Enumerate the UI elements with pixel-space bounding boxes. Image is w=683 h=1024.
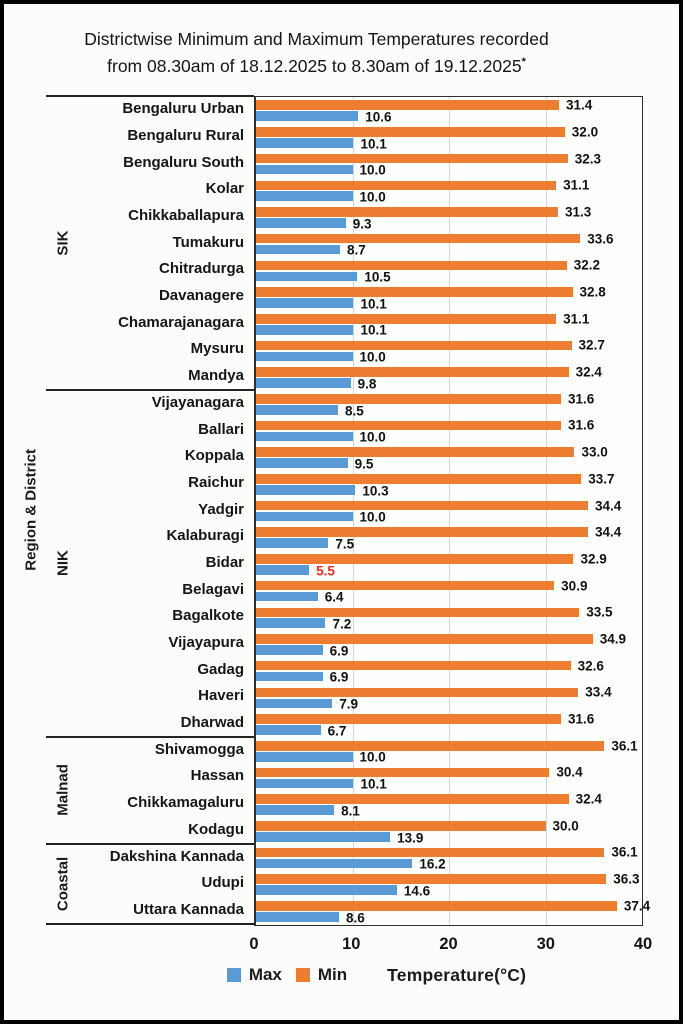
min-value-label: 9.3 <box>352 216 372 232</box>
max-value-label: 31.4 <box>566 97 593 113</box>
district-bar-row <box>256 204 642 231</box>
max-temperature-bar <box>256 364 602 380</box>
district-column <box>80 96 254 390</box>
district-bar-row <box>256 498 642 525</box>
min-temperature-bar <box>256 830 424 846</box>
max-value-label: 31.1 <box>563 177 590 193</box>
min-temperature-bar <box>256 616 352 632</box>
max-value-label: 32.8 <box>579 284 606 300</box>
district-column <box>80 390 254 737</box>
district-label: Chamarajanagara <box>118 313 244 331</box>
max-value-label: 33.0 <box>581 444 608 460</box>
min-value-label: 13.9 <box>397 830 424 846</box>
min-temperature-bar <box>256 749 386 765</box>
x-axis-ticks <box>249 926 653 960</box>
max-value-label: 33.5 <box>586 604 613 620</box>
min-temperature-bar <box>256 162 386 178</box>
min-value-label: 8.1 <box>341 803 360 819</box>
district-label: Kolar <box>205 180 244 198</box>
min-temperature-bar <box>256 269 391 285</box>
district-bar-row <box>256 471 642 498</box>
district-label: Vijayapura <box>168 634 244 651</box>
max-temperature-bar <box>256 658 604 674</box>
max-temperature-bar <box>256 791 602 807</box>
max-value-label: 32.6 <box>577 658 604 674</box>
max-temperature-bar <box>256 684 612 700</box>
min-value-label: 10.1 <box>360 296 387 312</box>
district-bar-row <box>256 391 642 418</box>
min-value-label: 16.2 <box>419 856 446 872</box>
min-temperature-bar <box>256 296 387 312</box>
max-temperature-bar <box>256 498 622 514</box>
region-group <box>46 390 254 737</box>
min-value-label: 10.0 <box>359 429 386 445</box>
min-value-label: 6.7 <box>327 723 347 739</box>
district-bar-row <box>256 658 642 685</box>
district-label: Shivamogga <box>154 740 244 758</box>
district-label: Mysuru <box>190 340 244 358</box>
max-value-label: 31.3 <box>565 204 592 220</box>
district-label: Bidar <box>205 553 244 571</box>
max-temperature-bar <box>256 871 640 887</box>
max-value-label: 36.3 <box>613 871 640 887</box>
max-value-label: 32.3 <box>574 151 601 167</box>
max-temperature-bar <box>256 284 606 300</box>
district-label: Chikkaballapura <box>128 207 244 224</box>
district-bar-row <box>256 257 642 284</box>
plot-wrap <box>249 96 653 959</box>
district-label: Hassan <box>190 767 244 785</box>
min-value-label: 7.2 <box>332 616 352 632</box>
district-bar-row <box>256 97 642 124</box>
min-temperature-bar <box>256 216 372 232</box>
district-label: Mandya <box>188 367 244 385</box>
district-label: Koppala <box>184 447 244 465</box>
district-bar-row <box>256 604 642 631</box>
district-bar-row <box>256 578 642 605</box>
district-bar-row <box>256 551 642 578</box>
min-temperature-bar <box>256 109 392 125</box>
min-temperature-bar <box>256 696 359 712</box>
district-bar-row <box>256 738 642 765</box>
district-bar-row <box>256 151 642 178</box>
district-label: Kalaburagi <box>166 527 244 545</box>
max-value-label: 30.4 <box>556 764 583 780</box>
chart-title <box>4 26 679 80</box>
min-value-label: 10.0 <box>359 189 386 205</box>
max-temperature-bar <box>256 631 627 647</box>
max-value-label: 32.2 <box>573 257 600 273</box>
max-temperature-bar <box>256 551 607 567</box>
max-value-label: 33.6 <box>587 231 614 247</box>
chart-title-line2: from 08.30am of 18.12.2025 to 8.30am of 19.12.2025* <box>107 56 526 77</box>
min-value-label: 10.1 <box>360 136 387 152</box>
max-temperature-bar <box>256 764 583 780</box>
max-value-label: 31.6 <box>567 391 595 407</box>
max-temperature-bar <box>256 417 595 433</box>
min-temperature-bar <box>256 910 365 926</box>
legend-item-min <box>296 965 347 985</box>
x-tick-label: 40 <box>633 934 653 953</box>
district-bar-row <box>256 284 642 311</box>
x-tick-label: 10 <box>342 934 361 953</box>
min-value-label: 5.5 <box>316 563 335 579</box>
region-group <box>46 737 254 844</box>
min-temperature-bar <box>256 856 446 872</box>
min-value-label: 10.0 <box>359 509 386 525</box>
min-value-label: 6.9 <box>329 669 349 685</box>
min-value-label: 7.9 <box>339 696 359 712</box>
max-temperature-bar <box>256 151 601 167</box>
legend-label-min: Min <box>317 965 348 985</box>
district-label: Raichur <box>188 473 244 491</box>
min-value-label: 10.1 <box>360 322 387 338</box>
max-value-label: 34.4 <box>594 524 622 540</box>
max-value-label: 31.1 <box>563 311 590 327</box>
district-bar-row <box>256 898 651 926</box>
max-value-label: 33.7 <box>588 471 615 487</box>
min-value-label: 8.7 <box>346 242 366 258</box>
district-bar-row <box>256 364 642 391</box>
max-temperature-bar <box>256 444 608 460</box>
district-bar-row <box>256 818 642 845</box>
min-temperature-bar <box>256 483 389 499</box>
min-temperature-bar <box>256 589 344 605</box>
max-value-label: 34.4 <box>594 498 622 514</box>
district-bar-row <box>256 177 642 204</box>
max-value-label: 30.9 <box>561 578 588 594</box>
max-temperature-bar <box>256 711 595 727</box>
category-groups <box>46 96 254 923</box>
max-value-label: 37.4 <box>623 898 651 914</box>
district-bar-row <box>256 845 642 872</box>
min-temperature-bar <box>256 429 386 445</box>
min-temperature-bar <box>256 563 335 579</box>
min-value-label: 10.6 <box>365 109 392 125</box>
min-value-label: 10.1 <box>360 776 387 792</box>
district-label: Ballari <box>198 420 244 438</box>
min-value-label: 14.6 <box>403 883 431 899</box>
max-temperature-bar <box>256 204 592 220</box>
district-label: Dharwad <box>180 714 244 732</box>
region-group <box>46 96 254 390</box>
max-temperature-bar <box>256 471 615 487</box>
min-temperature-bar <box>256 189 386 205</box>
min-temperature-bar <box>256 723 347 739</box>
region-label: NIK <box>54 550 72 577</box>
min-temperature-bar <box>256 403 364 419</box>
max-temperature-bar <box>256 97 593 113</box>
max-value-label: 30.0 <box>552 818 579 834</box>
district-bar-row <box>256 791 642 818</box>
max-value-label: 31.6 <box>567 417 595 433</box>
max-temperature-bar <box>256 231 614 247</box>
legend-swatch-min-icon <box>296 968 310 982</box>
min-value-label: 7.5 <box>335 536 355 552</box>
district-bar-row <box>256 524 642 551</box>
min-value-label: 6.4 <box>324 589 344 605</box>
min-temperature-bar <box>256 456 374 472</box>
max-value-label: 33.4 <box>585 684 612 700</box>
district-bar-row <box>256 337 642 364</box>
legend-item-max <box>227 965 282 985</box>
max-value-label: 32.4 <box>575 364 602 380</box>
min-value-label: 9.8 <box>357 376 377 392</box>
district-bar-row <box>256 311 642 338</box>
min-temperature-bar <box>256 883 431 899</box>
region-label: SIK <box>54 230 72 256</box>
max-temperature-bar <box>256 578 588 594</box>
district-label: Bengaluru Urban <box>122 100 244 118</box>
district-bar-row <box>256 631 642 658</box>
min-temperature-bar <box>256 376 377 392</box>
min-value-label: 10.0 <box>359 749 386 765</box>
legend <box>4 965 679 986</box>
x-tick-label: 20 <box>439 934 458 953</box>
district-label: Bengaluru South <box>123 153 244 171</box>
min-value-label: 8.6 <box>345 910 365 926</box>
district-label: Vijayanagara <box>151 393 244 411</box>
max-value-label: 32.7 <box>578 337 605 353</box>
max-temperature-bar <box>256 311 590 327</box>
max-temperature-bar <box>256 124 599 140</box>
max-value-label: 31.6 <box>567 711 595 727</box>
min-value-label: 8.5 <box>345 403 364 419</box>
max-temperature-bar <box>256 898 651 914</box>
min-temperature-bar <box>256 776 387 792</box>
min-temperature-bar <box>256 536 355 552</box>
district-label: Bagalkote <box>172 607 244 625</box>
max-temperature-bar <box>256 391 595 407</box>
min-value-label: 6.9 <box>329 643 349 659</box>
max-temperature-bar <box>256 177 590 193</box>
district-label: Chikkamagaluru <box>127 794 244 812</box>
district-bar-row <box>256 764 642 791</box>
max-temperature-bar <box>256 524 622 540</box>
max-value-label: 32.9 <box>580 551 607 567</box>
district-label: Gadag <box>197 660 244 678</box>
max-temperature-bar <box>256 337 605 353</box>
max-value-label: 32.4 <box>575 791 602 807</box>
y-axis-title: Region & District <box>22 449 40 571</box>
district-label: Yadgir <box>198 500 244 518</box>
chart-title-line1: Districtwise Minimum and Maximum Temperatures recorded <box>84 29 549 49</box>
legend-label-max: Max <box>248 965 282 985</box>
region-label: Coastal <box>54 856 72 911</box>
district-label: Haveri <box>198 687 244 705</box>
max-value-label: 36.1 <box>611 738 638 754</box>
footnote-marker: * <box>521 56 526 69</box>
min-temperature-bar <box>256 136 387 152</box>
min-value-label: 10.3 <box>362 483 389 499</box>
min-temperature-bar <box>256 322 387 338</box>
district-bar-row <box>256 444 642 471</box>
district-label: Bengaluru Rural <box>127 126 244 144</box>
chart-body <box>16 96 679 959</box>
district-label: Dakshina Kannada <box>109 847 244 865</box>
min-temperature-bar <box>256 242 366 258</box>
district-column <box>80 737 254 844</box>
min-value-label: 10.0 <box>359 349 386 365</box>
min-temperature-bar <box>256 349 386 365</box>
district-label: Tumakuru <box>172 233 244 251</box>
min-temperature-bar <box>256 669 349 685</box>
min-temperature-bar <box>256 643 349 659</box>
district-bar-row <box>256 711 642 738</box>
district-label: Belagavi <box>182 580 244 598</box>
max-temperature-bar <box>256 604 613 620</box>
district-label: Kodagu <box>188 820 244 838</box>
legend-swatch-max-icon <box>227 968 241 982</box>
min-temperature-bar <box>256 509 386 525</box>
max-value-label: 34.9 <box>599 631 627 647</box>
district-label: Uttara Kannada <box>133 900 244 918</box>
x-axis-title: Temperature(°C) <box>387 964 527 985</box>
district-bar-row <box>256 684 642 711</box>
min-value-label: 10.5 <box>364 269 391 285</box>
district-bar-row <box>256 418 642 445</box>
district-column <box>80 844 254 924</box>
max-value-label: 36.1 <box>611 844 638 860</box>
region-label: Malnad <box>54 764 72 816</box>
x-tick-label: 30 <box>536 934 555 953</box>
district-bar-row <box>256 124 642 151</box>
region-group <box>46 844 254 924</box>
max-temperature-bar <box>256 738 638 754</box>
max-temperature-bar <box>256 257 600 273</box>
max-value-label: 32.0 <box>571 124 599 140</box>
district-label: Davanagere <box>158 287 244 305</box>
district-bar-row <box>256 871 642 898</box>
district-label: Chitradurga <box>158 260 244 278</box>
min-value-label: 10.0 <box>359 162 386 178</box>
plot-area <box>254 96 651 926</box>
district-label: Udupi <box>201 874 244 892</box>
x-tick-label: 0 <box>249 934 259 953</box>
min-temperature-bar <box>256 803 360 819</box>
min-value-label: 9.5 <box>354 456 374 472</box>
district-bar-row <box>256 231 642 258</box>
